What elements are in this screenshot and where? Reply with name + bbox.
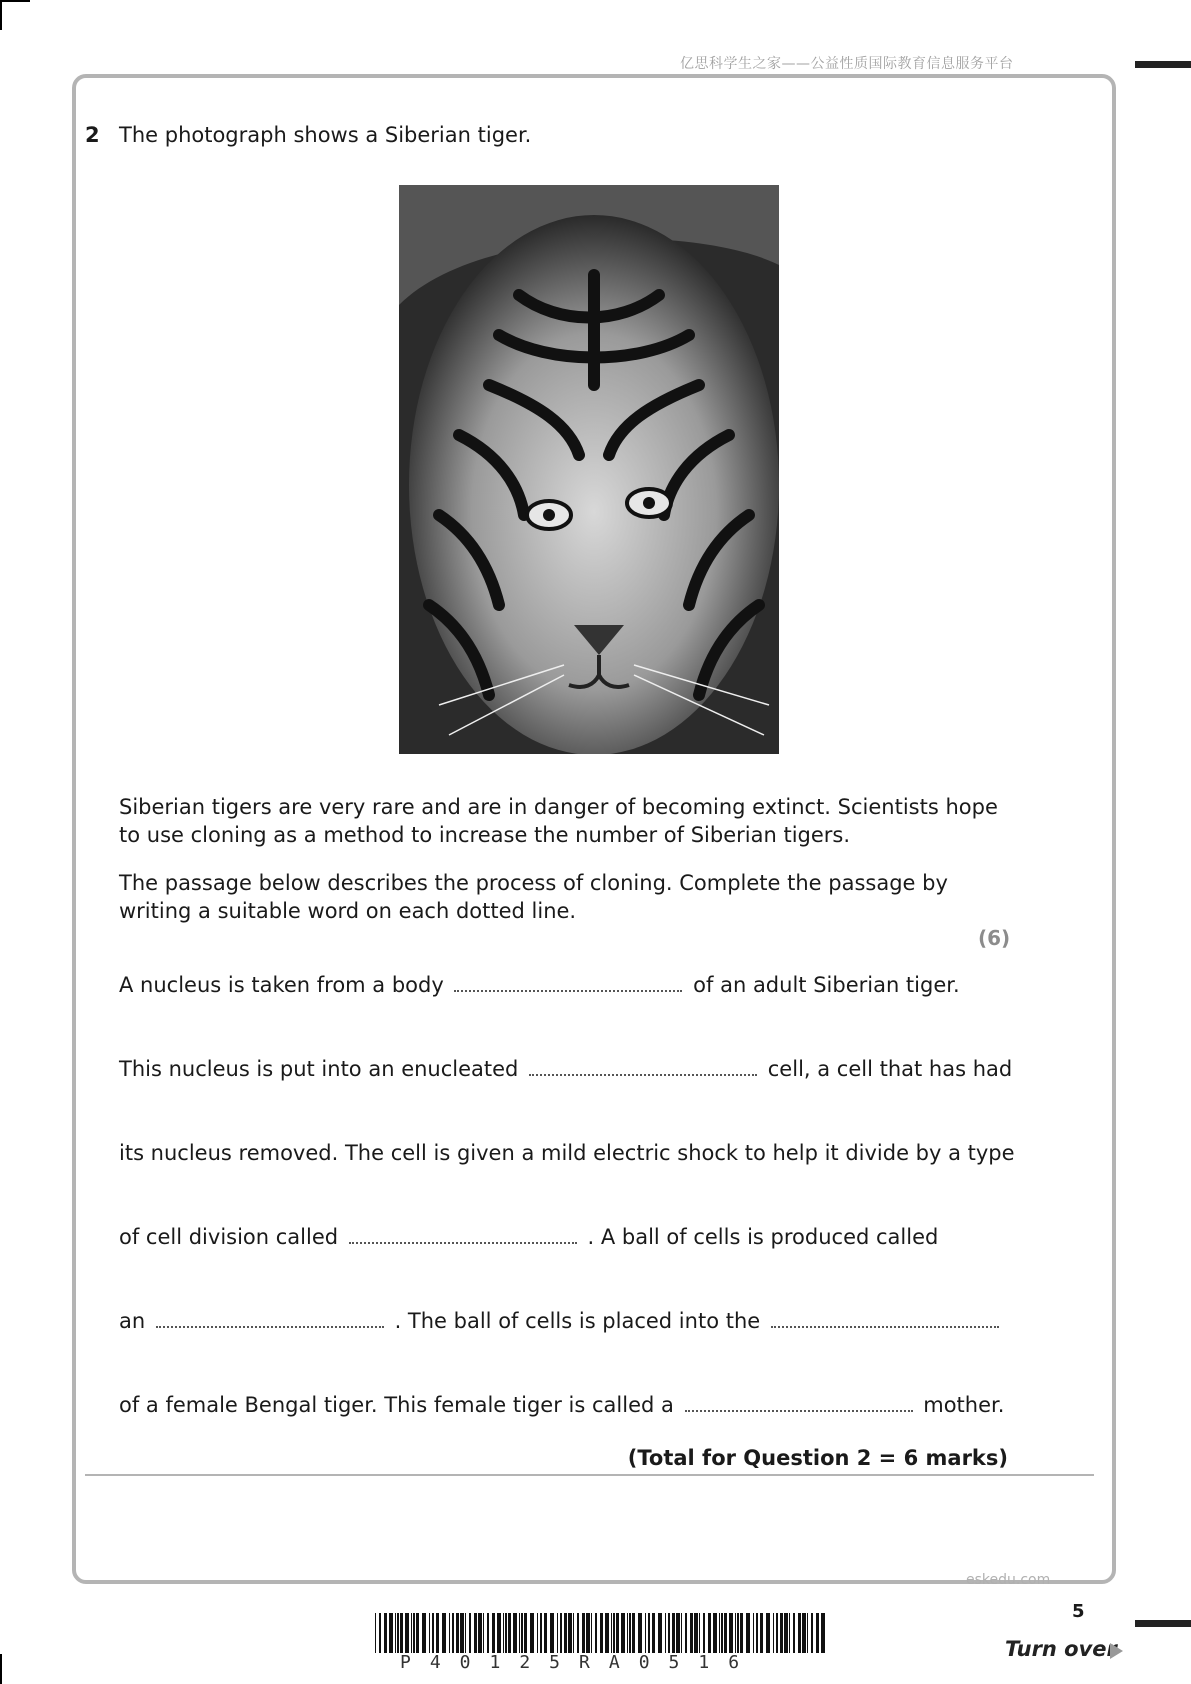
edge-bar-bottom <box>1135 1620 1191 1627</box>
barcode-bar <box>621 1613 625 1653</box>
header-note: 亿思科学生之家——公益性质国际教育信息服务平台 <box>680 56 1014 72</box>
barcode-bar <box>821 1613 825 1653</box>
barcode-bar <box>703 1613 705 1653</box>
passage-line-3 <box>119 1141 1015 1165</box>
barcode-bar <box>665 1613 666 1653</box>
passage-line-1 <box>119 973 960 997</box>
passage-text: . A ball of cells is produced called <box>587 1225 939 1249</box>
barcode-bar <box>449 1613 450 1653</box>
barcode-bar <box>694 1613 698 1653</box>
marks-available: (6) <box>978 926 1011 950</box>
barcode-bar <box>452 1613 454 1653</box>
crop-mark <box>0 1654 2 1684</box>
passage-line-6 <box>119 1393 1004 1417</box>
barcode-bar <box>658 1613 662 1653</box>
barcode-bar <box>737 1613 739 1653</box>
barcode-bar <box>429 1613 430 1653</box>
passage-text: cell, a cell that has had <box>767 1057 1013 1081</box>
barcode-bar <box>652 1613 655 1653</box>
barcode-bar <box>735 1613 736 1653</box>
passage-text: its nucleus removed. The cell is given a mild electric shock to help it divide by a type <box>119 1141 1015 1165</box>
barcode-bar <box>436 1613 439 1653</box>
turn-over-label: Turn over <box>1005 1637 1117 1661</box>
barcode-bar <box>611 1613 612 1653</box>
barcode-bar <box>503 1613 504 1653</box>
crop-mark <box>0 0 2 30</box>
passage-text: of cell division called <box>119 1225 339 1249</box>
barcode-bar <box>760 1613 763 1653</box>
barcode-bar <box>798 1613 801 1653</box>
passage-text: A nucleus is taken from a body <box>119 973 444 997</box>
edge-bar-top <box>1135 61 1191 68</box>
barcode-bar <box>648 1613 650 1653</box>
barcode-bar <box>564 1613 567 1653</box>
barcode-bar <box>627 1613 628 1653</box>
barcode-bar <box>816 1613 819 1653</box>
barcode-bar <box>469 1613 471 1653</box>
barcode-bar <box>508 1613 511 1653</box>
barcode-bar <box>595 1613 597 1653</box>
answer-blank-1[interactable] <box>454 989 682 992</box>
answer-blank-2[interactable] <box>529 1073 757 1076</box>
barcode-bar <box>478 1613 482 1653</box>
barcode-bar <box>513 1613 517 1653</box>
barcode-bar <box>586 1613 590 1653</box>
barcode-bar <box>721 1613 723 1653</box>
answer-blank-4[interactable] <box>156 1325 384 1328</box>
barcode-bar <box>756 1613 758 1653</box>
barcode-bar <box>708 1613 711 1653</box>
barcode-bar <box>568 1613 572 1653</box>
passage-text: mother. <box>923 1393 1005 1417</box>
barcode-bar <box>389 1613 393 1653</box>
barcode-bar <box>405 1613 409 1653</box>
barcode-bar <box>465 1613 466 1653</box>
tiger-photograph <box>399 185 779 754</box>
barcode-bar <box>537 1613 538 1653</box>
barcode-bar <box>384 1613 387 1653</box>
barcode-bar <box>379 1613 381 1653</box>
passage-text: of an adult Siberian tiger. <box>693 973 960 997</box>
barcode-bar <box>540 1613 542 1653</box>
barcode-bar <box>629 1613 631 1653</box>
barcode-bar <box>577 1613 579 1653</box>
barcode-bar <box>560 1613 562 1653</box>
barcode-bar <box>699 1613 700 1653</box>
barcode-bar <box>784 1613 788 1653</box>
barcode-bar <box>632 1613 635 1653</box>
barcode-bar <box>416 1613 419 1653</box>
barcode-bar <box>521 1613 523 1653</box>
barcode-bar <box>780 1613 783 1653</box>
barcode-bar <box>645 1613 646 1653</box>
passage-text: of a female Bengal tiger. This female tiger is called a <box>119 1393 674 1417</box>
crop-mark <box>0 0 30 2</box>
barcode-bar <box>740 1613 743 1653</box>
barcode-bar <box>793 1613 795 1653</box>
barcode-bar <box>685 1613 687 1653</box>
barcode-bar <box>719 1613 720 1653</box>
passage-line-5 <box>119 1309 1003 1333</box>
barcode-bar <box>776 1613 778 1653</box>
divider <box>85 1474 1094 1476</box>
answer-blank-3[interactable] <box>349 1241 577 1244</box>
passage-text: an <box>119 1309 146 1333</box>
barcode-bar <box>668 1613 670 1653</box>
barcode-bar <box>483 1613 484 1653</box>
answer-blank-5[interactable] <box>771 1325 999 1328</box>
barcode-bar <box>753 1613 754 1653</box>
barcode-bar <box>802 1613 806 1653</box>
barcode-bar <box>432 1613 434 1653</box>
barcode-bar <box>442 1613 446 1653</box>
barcode-bar <box>487 1613 489 1653</box>
question-number: 2 <box>85 123 100 147</box>
barcode-bar <box>400 1613 403 1653</box>
barcode-bar <box>492 1613 495 1653</box>
barcode-bar <box>474 1613 477 1653</box>
barcode-bar <box>530 1613 534 1653</box>
barcode-bar <box>582 1613 585 1653</box>
barcode-bar <box>724 1613 727 1653</box>
barcode-text: P40125RA0516 <box>400 1652 759 1673</box>
answer-blank-6[interactable] <box>685 1409 913 1412</box>
passage-line-4 <box>119 1225 938 1249</box>
barcode-bar <box>411 1613 412 1653</box>
barcode <box>375 1613 827 1653</box>
barcode-bar <box>811 1613 813 1653</box>
barcode-bar <box>713 1613 717 1653</box>
question-total: (Total for Question 2 = 6 marks) <box>627 1446 1008 1470</box>
barcode-bar <box>519 1613 520 1653</box>
question-stem: The photograph shows a Siberian tiger. <box>119 123 532 147</box>
barcode-bar <box>395 1613 396 1653</box>
intro-paragraph: Siberian tigers are very rare and are in danger of becoming extinct. Scientists hope to use cloning as a method to increase the number of Siberian tigers. <box>119 795 998 847</box>
barcode-bar <box>729 1613 733 1653</box>
barcode-bar <box>676 1613 680 1653</box>
barcode-bar <box>497 1613 501 1653</box>
barcode-bar <box>375 1613 376 1653</box>
barcode-bar <box>413 1613 415 1653</box>
barcode-bar <box>605 1613 609 1653</box>
watermark: eskedu.com <box>966 1572 1051 1588</box>
barcode-bar <box>672 1613 675 1653</box>
barcode-bar <box>456 1613 459 1653</box>
page-number: 5 <box>1072 1601 1085 1622</box>
turn-over-arrow-icon <box>1110 1643 1123 1659</box>
barcode-bar <box>573 1613 574 1653</box>
barcode-bar <box>638 1613 642 1653</box>
barcode-bar <box>557 1613 558 1653</box>
barcode-bar <box>773 1613 774 1653</box>
barcode-bar <box>397 1613 399 1653</box>
barcode-bar <box>616 1613 619 1653</box>
instruction-paragraph: The passage below describes the process of cloning. Complete the passage by writing a suitable word on each dotted line. <box>119 871 948 923</box>
barcode-bar <box>600 1613 603 1653</box>
barcode-bar <box>613 1613 615 1653</box>
barcode-bar <box>550 1613 554 1653</box>
barcode-bar <box>690 1613 693 1653</box>
passage-line-2 <box>119 1057 1012 1081</box>
barcode-bar <box>591 1613 592 1653</box>
barcode-bar <box>681 1613 682 1653</box>
barcode-bar <box>544 1613 547 1653</box>
barcode-bar <box>505 1613 507 1653</box>
passage-text: This nucleus is put into an enucleated <box>119 1057 519 1081</box>
barcode-bar <box>789 1613 790 1653</box>
tiger-illustration <box>399 185 779 754</box>
barcode-bar <box>807 1613 808 1653</box>
barcode-bar <box>766 1613 770 1653</box>
passage-text: . The ball of cells is placed into the <box>394 1309 761 1333</box>
barcode-bar <box>460 1613 464 1653</box>
barcode-bar <box>524 1613 527 1653</box>
barcode-bar <box>422 1613 426 1653</box>
barcode-bar <box>746 1613 750 1653</box>
